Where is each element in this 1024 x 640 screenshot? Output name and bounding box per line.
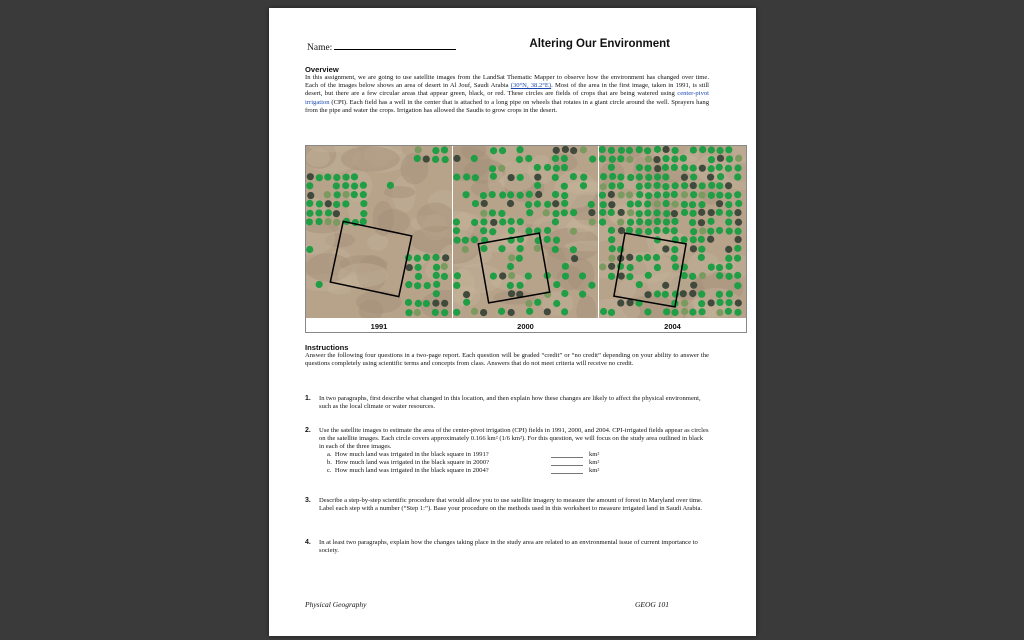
overview-text-2: . Most of the area in the first image, taken in 1991, is still desert, but there are a few circular areas that appear green, black, or red. These circles are fields of crops that are being watered using bbox=[305, 82, 710, 98]
year-label-2000: 2000 bbox=[517, 322, 534, 331]
year-label-1991: 1991 bbox=[370, 322, 388, 331]
question-number: 2. bbox=[305, 427, 311, 434]
worksheet-title: Altering Our Environment bbox=[529, 38, 670, 50]
subquestion-letter: c. bbox=[327, 467, 332, 475]
unit-label: km² bbox=[589, 451, 600, 459]
satellite-image-figure bbox=[305, 145, 747, 333]
satellite-image-2000 bbox=[453, 146, 598, 331]
instructions-paragraph: Answer the following four questions in a two-page report. Each question will be graded “credit” or “no credit” depending on your ability to answer the questions completely using scientific terms and concepts from class. Answers that do not meet criteria will receive no credit. bbox=[305, 352, 709, 368]
question-text: Use the satellite images to estimate the area of the center-pivot irrigation (CPI) fields in 1991, 2000, and 2004. CPI-irrigated fields appear as circles on the satellite images. Each circle covers approximately 0.166 km² (1/6 km²). For this question, we will focus on the study area outlined in black in each of the three images. bbox=[319, 427, 709, 451]
satellite-image-2004 bbox=[599, 146, 746, 331]
year-label-2004: 2004 bbox=[664, 322, 681, 331]
question-number: 3. bbox=[305, 497, 311, 504]
satellite-image-2004-svg bbox=[599, 146, 746, 318]
footer-course-code: GEOG 101 bbox=[635, 600, 669, 609]
subquestion-b bbox=[327, 459, 709, 467]
question-2 bbox=[305, 427, 709, 475]
question-number: 1. bbox=[305, 395, 311, 402]
answer-blank[interactable] bbox=[551, 473, 583, 474]
unit-label: km² bbox=[589, 467, 600, 475]
overview-text-3: (CPI). Each field has a well in the center that is attached to a long pipe on wheels that rotates in a giant circle around the well. Sprayers hang from the pipe and water the crops. Irrigation has allowed the Saudis to grow crops in the desert. bbox=[305, 98, 709, 114]
question-1 bbox=[305, 395, 709, 411]
overview-paragraph bbox=[305, 74, 709, 115]
question-text: Describe a step-by-step scientific procedure that would allow you to use satellite imagery to measure the amount of forest in Maryland over time. Label each step with a number (“Step 1:”). Base your procedure on the methods used in this worksheet to measure irrigated land in Saudi Arabia. bbox=[319, 497, 703, 513]
subquestion-a bbox=[327, 451, 709, 459]
overview-text-1: In this assignment, we are going to use satellite images from the LandSat Thematic Mapper to observe how the environment has changed over time. Each of the images below shows an area of desert in Al Jouf, Saudi Arabia bbox=[305, 74, 709, 90]
name-label: Name: bbox=[307, 43, 333, 53]
subquestion-text: How much land was irrigated in the black square in 2004? bbox=[334, 467, 489, 475]
name-field bbox=[307, 41, 456, 53]
question-number: 4. bbox=[305, 539, 311, 546]
worksheet-page bbox=[269, 8, 756, 636]
subquestion-c bbox=[327, 467, 709, 475]
subquestion-text: How much land was irrigated in the black square in 1991? bbox=[334, 451, 489, 459]
question-3 bbox=[305, 497, 709, 513]
coordinates-link[interactable]: (30°N, 38.2°E) bbox=[510, 82, 552, 90]
subquestion-letter: a. bbox=[327, 451, 332, 459]
answer-blank[interactable] bbox=[551, 457, 583, 458]
question-text: In two paragraphs, first describe what changed in this location, and then explain how these changes are likely to affect the physical environment, such as the local climate or water resources. bbox=[319, 395, 701, 411]
satellite-image-1991 bbox=[306, 146, 452, 331]
cpi-link[interactable]: center-pivot irrigation bbox=[305, 90, 709, 106]
subquestion-letter: b. bbox=[327, 459, 332, 467]
unit-label: km² bbox=[589, 459, 600, 467]
name-blank-line bbox=[334, 41, 456, 50]
answer-blank[interactable] bbox=[551, 465, 583, 466]
question-text: In at least two paragraphs, explain how the changes taking place in the study area are related to an environmental issue of current importance to society. bbox=[319, 539, 698, 555]
subquestion-text: How much land was irrigated in the black square in 2000? bbox=[335, 459, 490, 467]
satellite-image-1991-svg bbox=[306, 146, 452, 318]
satellite-image-2000-svg bbox=[453, 146, 598, 318]
question-4 bbox=[305, 539, 709, 555]
overview-heading: Overview bbox=[305, 65, 339, 74]
footer-course-name: Physical Geography bbox=[305, 600, 367, 609]
instructions-heading: Instructions bbox=[305, 343, 349, 352]
